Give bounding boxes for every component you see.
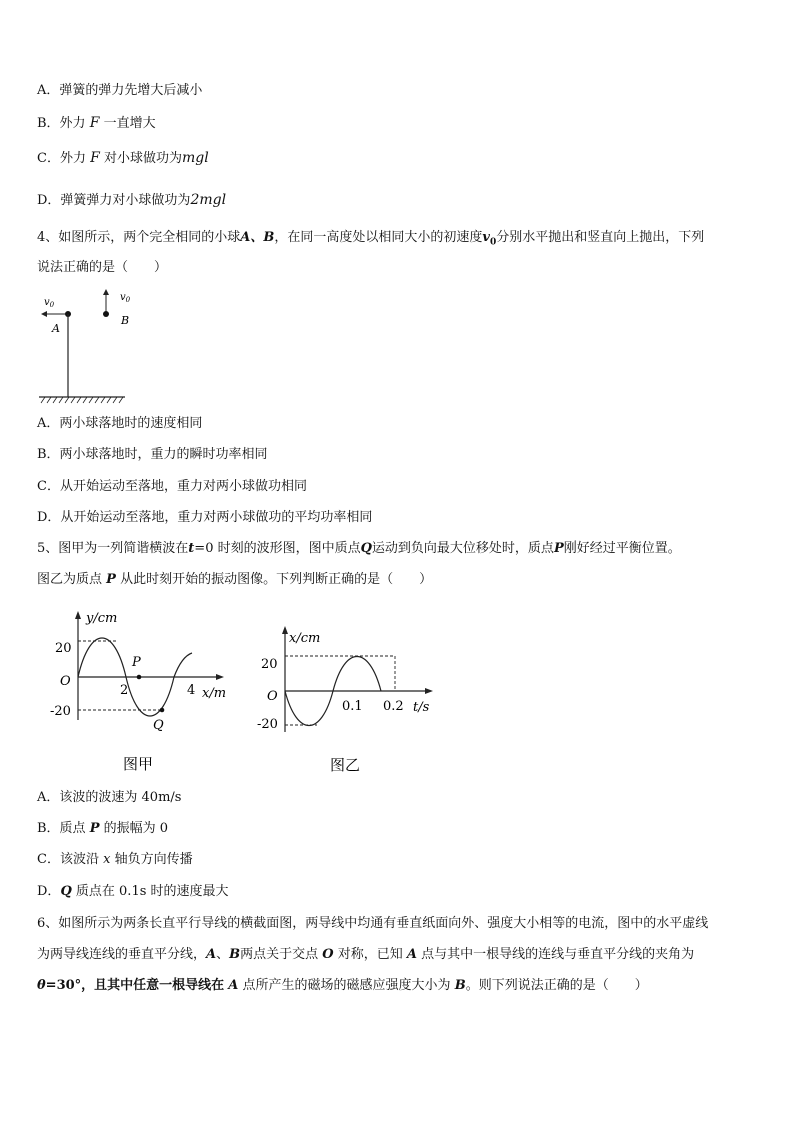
fig-a-q: Q — [153, 718, 164, 733]
q4-option-d: D．从开始运动至落地，重力对两小球做功的平均功率相同 — [37, 510, 373, 525]
q3-option-d: D．弹簧弹力对小球做功为2mgl — [37, 192, 227, 208]
fig-a-yneg: -20 — [50, 704, 71, 719]
fig4-b-label: B — [121, 314, 130, 327]
q6-stem-line1: 6、如图所示为两条长直平行导线的横截面图，两导线中均通有垂直纸面向外、强度大小相等的电流，图中的水平虚线 — [37, 916, 709, 931]
q5-stem-line2: 图乙为质点 P 从此时刻开始的振动图像。下列判断正确的是（ ） — [37, 572, 433, 587]
q4-stem-line2: 说法正确的是（ ） — [37, 260, 168, 275]
q3-option-c: C．外力 F 对小球做功为mgl — [37, 150, 209, 166]
q4-option-c: C．从开始运动至落地，重力对两小球做功相同 — [37, 479, 307, 494]
q4-figure — [37, 287, 137, 409]
q5-figure-a — [50, 605, 240, 780]
fig-a-p: P — [132, 655, 141, 670]
q5-option-c: C．该波沿 x 轴负方向传播 — [37, 852, 193, 867]
fig-b-ylabel: x/cm — [289, 631, 321, 646]
fig-a-x2: 4 — [187, 683, 196, 698]
ball-b — [103, 311, 109, 317]
fig-a-caption: 图甲 — [123, 755, 154, 773]
fig-b-caption: 图乙 — [330, 756, 361, 774]
fig-a-xlabel: x/m — [202, 686, 227, 701]
fig-a-ylabel: y/cm — [86, 611, 118, 626]
fig-b-origin: O — [267, 689, 278, 704]
fig4-vb-label: $v_0$ — [120, 292, 131, 304]
q5-option-d: D．Q 质点在 0.1s 时的速度最大 — [37, 884, 229, 899]
fig-a-origin: O — [60, 674, 71, 689]
fig-a-x1: 2 — [120, 683, 129, 698]
q3-option-b: B．外力 F 一直增大 — [37, 115, 156, 131]
q6-stem-line3: θ=30°，且其中任意一根导线在 A 点所产生的磁场的磁感应强度大小为 B。则下列说法正确的是（ ） — [37, 978, 648, 993]
fig-b-ypos: 20 — [261, 657, 278, 672]
q3-option-a: A．弹簧的弹力先增大后减小 — [37, 83, 203, 98]
fig4-va-label: $v_0$ — [44, 297, 55, 309]
fig-a-ypos: 20 — [55, 641, 72, 656]
q5-option-b: B．质点 P 的振幅为 0 — [37, 821, 169, 836]
q5-stem-line1: 5、图甲为一列简谐横波在t=0 时刻的波形图，图中质点Q运动到负向最大位移处时，质点P刚好经过平衡位置。 — [37, 541, 681, 556]
fig-b-yneg: -20 — [257, 717, 278, 732]
q6-stem-line2: 为两导线连线的垂直平分线，A、B两点关于交点 O 对称，已知 A 点与其中一根导线的连线与垂直平分线的夹角为 — [37, 947, 695, 962]
q4-option-a: A．两小球落地时的速度相同 — [37, 416, 203, 431]
fig-b-x1: 0.1 — [342, 699, 363, 714]
q4-stem-line1: 4、如图所示，两个完全相同的小球A、B，在同一高度处以相同大小的初速度$v_0$分别水平抛出和竖直向上抛出，下列 — [37, 230, 705, 248]
fig4-a-label: A — [52, 322, 60, 335]
fig-b-xlabel: t/s — [413, 700, 430, 715]
q4-option-b: B．两小球落地时，重力的瞬时功率相同 — [37, 447, 268, 462]
q5-figure-b — [255, 622, 445, 780]
q5-option-a: A．该波的波速为 40m/s — [37, 790, 182, 805]
fig-b-x2: 0.2 — [383, 699, 404, 714]
